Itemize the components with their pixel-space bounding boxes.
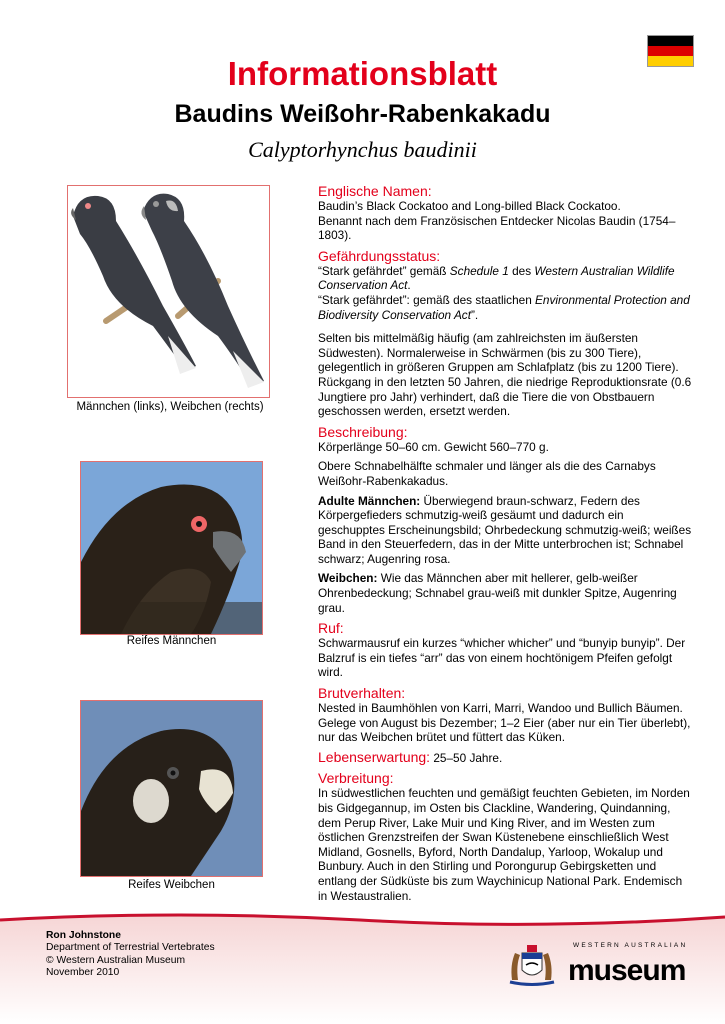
female-photo (80, 700, 263, 877)
english-names-line1: Baudin’s Black Cockatoo and Long-billed Black Cockatoo. (318, 199, 621, 213)
footer-department: Department of Terrestrial Vertebrates (46, 942, 215, 954)
status-text: Selten bis mittelmäßig häufig (am zahlreichsten im äußersten Südwesten). Normalerweise in Schwärmen (bis zu 300 Tiere), gelegentlich in größeren Gruppen am Schlafplatz (bis zu 1200 Tiere). Rückgang in den letzten 50 Jahren, die niedrige Reproduktionsrate (0.6 Jungtiere pro Jahr) verhindert, daß die Tiere die von Obstbauern geschossen werden, ersetzt werden. (318, 331, 692, 419)
english-names-line2: Benannt nach dem Französischen Entdecker Nicolas Baudin (1754–1803). (318, 213, 676, 243)
heading-status: Gefährdungsstatus: (318, 247, 441, 264)
distribution-text: In südwestlichen feuchten und gemäßigt feuchten Gebieten, im Norden bis Gidgegannup, im Osten bis Clackline, Wandering, Quindanning, dem Perup River, Lake Muir und King River, and im Westen zum östlichen Grenzstreifen der Swan Küstenebene einschließlich West Midland, Gosnells, Byford, North Dandalup, Yarloop, Wokalup und Bunbury. Auch in den Stirling und Porongurup Gebirgsketten und entlang der Südküste bis zum Waychinicup National Park. Endemisch in Westaustralien. (318, 786, 690, 903)
description-p2: Obere Schnabelhälfte schmaler und länger als die des Carnabys Weißohr-Rabenkakadus. (318, 459, 656, 488)
logo-small-text: WESTERN AUSTRALIAN (573, 942, 688, 949)
page-title: Informationsblatt (227, 55, 498, 92)
call-text: Schwarmausruf ein kurzes “whicher whicher” und “bunyip bunyip”. Der Balzruf is ein tiefes “arr” das von einem hochtönigem Pfeifen gefolgt wird. (318, 636, 686, 680)
status-line-b: “Stark gefährdet”: gemäß des staatlichen Environmental Protection and Biodiversity Conservation Act”. (318, 292, 690, 322)
male-photo (80, 461, 263, 635)
caption-male: Reifes Männchen (126, 635, 217, 647)
description-male: Adulte Männchen: Überwiegend braun-schwarz, Federn des Körpergefieders schmutzig-weiß gesäumt und dadurch ein geschupptes Erscheinungsbild; Ohrbedeckung schmutzig-weiß; weißes Band in den Steuerfedern, das in der Mitte unterbrochen ist; Schnabel schwarz; Augenring rosa. (318, 493, 692, 566)
breeding-text: Nested in Baumhöhlen von Karri, Marri, Wandoo und Bullich Bäumen. Gelege von August bis Dezember; 1–2 Eier (aber nur ein Tier überlebt), nur das Weibchen brütet und füttert das Küken. (318, 701, 691, 745)
heading-call: Ruf: (318, 620, 344, 637)
heading-distribution: Verbreitung: (318, 770, 394, 787)
footer-author: Ron Johnstone (46, 930, 121, 941)
scientific-name: Calyptorhynchus baudinii (248, 137, 477, 162)
cockatoo-illustration (67, 185, 270, 398)
text-column (318, 183, 693, 908)
footer-credits (46, 930, 215, 979)
page-subtitle: Baudins Weißohr-Rabenkakadu (174, 100, 551, 128)
heading-english-names: Englische Namen: (318, 183, 432, 199)
museum-logo (500, 935, 700, 995)
description-female: Weibchen: Wie das Männchen aber mit hellerer, gelb-weißer Ohrenbedeckung; Schnabel grau-weiß mit dunkler Spitze, Augenring grau. (318, 571, 677, 615)
heading-description: Beschreibung: (318, 423, 408, 440)
logo-big-text: museum (568, 954, 686, 987)
heading-breeding: Brutverhalten: (318, 685, 406, 702)
caption-illustration: Männchen (links), Weibchen (rechts) (76, 401, 264, 413)
status-line-a: “Stark gefährdet” gemäß Schedule 1 des Western Australian Wildlife Conservation Act. (318, 263, 675, 293)
description-p1: Körperlänge 50–60 cm. Gewicht 560–770 g. (318, 439, 549, 454)
footer-copyright: © Western Australian Museum (46, 954, 186, 966)
caption-female: Reifes Weibchen (128, 879, 215, 891)
lifespan: Lebenserwartung: 25–50 Jahre. (318, 748, 503, 765)
footer-date: November 2010 (46, 966, 120, 978)
